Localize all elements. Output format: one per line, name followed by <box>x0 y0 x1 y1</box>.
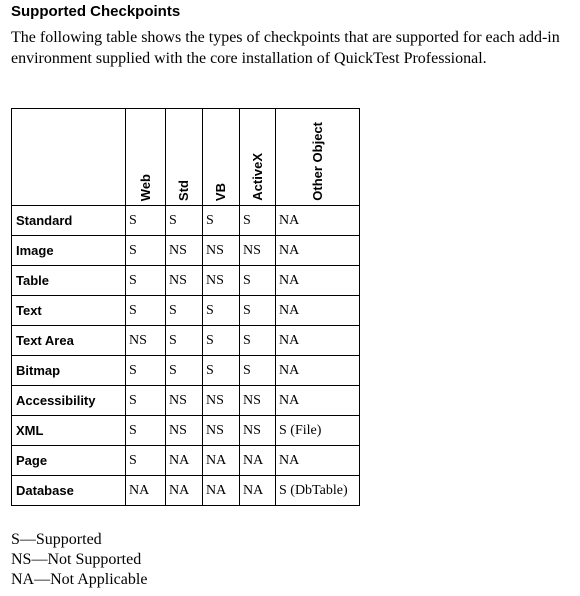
table-cell: NS <box>166 236 203 266</box>
table-cell: S <box>203 356 240 386</box>
table-cell: S <box>203 296 240 326</box>
table-cell: S <box>166 356 203 386</box>
header-corner-cell <box>12 109 126 206</box>
row-label: Page <box>12 446 126 476</box>
table-cell: S <box>203 326 240 356</box>
checkpoint-support-table <box>11 108 360 506</box>
legend-item-not-applicable: NA—Not Applicable <box>11 571 148 588</box>
row-label: Accessibility <box>12 386 126 416</box>
table-cell: NA <box>203 476 240 506</box>
row-label: Text <box>12 296 126 326</box>
table-cell: NA <box>276 296 360 326</box>
table-cell: NA <box>203 446 240 476</box>
column-header <box>166 109 203 206</box>
table-cell: S <box>240 266 276 296</box>
table-cell: S <box>126 416 166 446</box>
row-label: Database <box>12 476 126 506</box>
table-cell: S <box>126 446 166 476</box>
legend-item-not-supported: NS—Not Supported <box>11 551 142 568</box>
table-cell: NS <box>166 266 203 296</box>
table-cell: NA <box>276 386 360 416</box>
column-header <box>203 109 240 206</box>
table-cell: NA <box>240 476 276 506</box>
table-cell: NS <box>166 416 203 446</box>
table-cell: NA <box>166 476 203 506</box>
table-cell: S <box>240 206 276 236</box>
table-row <box>12 416 360 446</box>
table-cell: NA <box>276 326 360 356</box>
table-cell: S <box>126 356 166 386</box>
table-cell: S <box>240 296 276 326</box>
column-header-label: Web <box>137 173 153 201</box>
table-cell: NA <box>276 266 360 296</box>
table-cell: NS <box>240 236 276 266</box>
table-cell: S <box>166 296 203 326</box>
table-cell: S <box>166 206 203 236</box>
table-cell: S <box>126 296 166 326</box>
table-row <box>12 476 360 506</box>
column-header-label: Std <box>176 180 191 201</box>
row-label: Table <box>12 266 126 296</box>
table-cell: NA <box>240 446 276 476</box>
table-cell: S <box>126 266 166 296</box>
row-label: Text Area <box>12 326 126 356</box>
table-row <box>12 326 360 356</box>
table-cell: S <box>240 356 276 386</box>
table-cell: S <box>203 206 240 236</box>
table-cell: NS <box>240 416 276 446</box>
table-cell: NS <box>203 416 240 446</box>
table-row <box>12 236 360 266</box>
table-cell: NA <box>276 206 360 236</box>
column-header <box>240 109 276 206</box>
table-cell: NS <box>203 266 240 296</box>
table-row <box>12 446 360 476</box>
table-cell: NS <box>166 386 203 416</box>
table-cell: NA <box>276 446 360 476</box>
table-row <box>12 386 360 416</box>
column-header-label: VB <box>213 182 228 201</box>
table-cell: S <box>166 326 203 356</box>
table-cell: S <box>126 206 166 236</box>
column-header-label: ActiveX <box>249 153 265 201</box>
table-row <box>12 356 360 386</box>
table-cell: NA <box>126 476 166 506</box>
table-cell: S (DbTable) <box>276 476 360 506</box>
table-cell: NA <box>276 236 360 266</box>
table-row <box>12 206 360 236</box>
table-cell: S <box>126 236 166 266</box>
column-header <box>126 109 166 206</box>
column-header-label: Other Object <box>309 122 325 201</box>
row-label: Bitmap <box>12 356 126 386</box>
legend-item-supported: S—Supported <box>11 531 102 548</box>
table-cell: NS <box>240 386 276 416</box>
table-cell: NS <box>203 386 240 416</box>
table-cell: NS <box>203 236 240 266</box>
table-cell: NS <box>126 326 166 356</box>
row-label: XML <box>12 416 126 446</box>
table-cell: S <box>126 386 166 416</box>
table-row <box>12 296 360 326</box>
section-heading: Supported Checkpoints <box>11 3 181 20</box>
legend <box>11 530 147 590</box>
table-cell: NA <box>166 446 203 476</box>
table-cell: S (File) <box>276 416 360 446</box>
table-header-row <box>12 109 360 206</box>
table-cell: S <box>240 326 276 356</box>
intro-paragraph: The following table shows the types of checkpoints that are supported for each add-in environment supplied with the core installation of QuickTest Professional. <box>11 29 560 67</box>
column-header <box>276 109 360 206</box>
row-label: Standard <box>12 206 126 236</box>
row-label: Image <box>12 236 126 266</box>
table-cell: NA <box>276 356 360 386</box>
table-row <box>12 266 360 296</box>
